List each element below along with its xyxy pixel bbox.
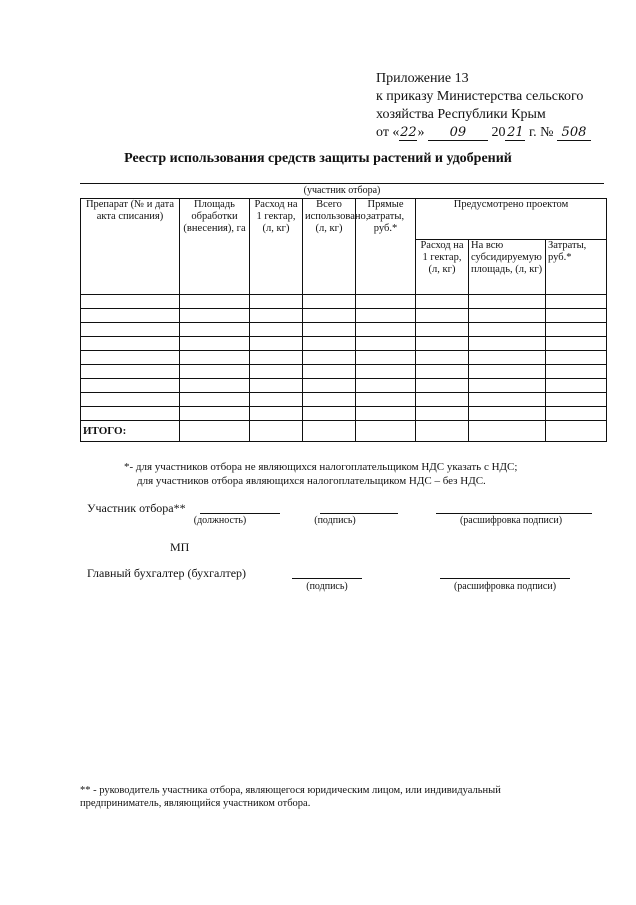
participant-line: [80, 183, 604, 184]
vat-footnote: [124, 460, 517, 488]
accountant-signature-caption: (подпись): [306, 581, 348, 592]
table-row: [81, 351, 607, 365]
stamp-label: МП: [170, 540, 190, 554]
date-month: 09: [428, 126, 488, 141]
appendix-date-line: [376, 124, 591, 142]
total-label: ИТОГО:: [81, 421, 180, 442]
position-caption: (должность): [193, 515, 247, 526]
position-line: [200, 513, 280, 514]
appendix-title: Приложение 13: [376, 71, 469, 86]
appendix-ministry-line: хозяйства Республики Крым: [376, 107, 546, 122]
participant-signature-label: Участник отбора**: [87, 501, 186, 515]
date-year-suffix: 21: [507, 125, 524, 140]
header-project: Предусмотрено проектом: [416, 199, 607, 240]
table-row: [81, 337, 607, 351]
register-table: [80, 198, 607, 442]
header-rate: Расход на 1 гектар, (л, кг): [250, 199, 303, 295]
signature-caption: (подпись): [314, 515, 356, 526]
table-row: [81, 365, 607, 379]
header-total-used: Всего использовано, (л, кг): [303, 199, 356, 295]
header-drug: Препарат (№ и дата акта списания): [81, 199, 180, 295]
total-row: [81, 421, 607, 442]
document-title: Реестр использования средств защиты растений и удобрений: [124, 151, 512, 166]
decoding-caption: (расшифровка подписи): [459, 515, 563, 526]
table-row: [81, 295, 607, 309]
header-area: Площадь обработки (внесения), га: [180, 199, 250, 295]
appendix-block: [376, 70, 591, 142]
bottom-footnote: ** - руководитель участника отбора, являющегося юридическим лицом, или индивидуальный предприниматель, являющийся участником отбора.: [80, 785, 501, 809]
header-project-rate: Расход на 1 гектар, (л, кг): [416, 240, 469, 295]
table-row: [81, 309, 607, 323]
date-day: 22: [400, 125, 417, 140]
accountant-signature-line: [292, 578, 362, 579]
vat-footnote-line1: *- для участников отбора не являющихся налогоплательщиком НДС указать с НДС;: [124, 461, 518, 473]
date-year-label: г. №: [525, 125, 554, 140]
decoding-line: [436, 513, 592, 514]
table-row: [81, 379, 607, 393]
date-prefix: от «: [376, 125, 400, 140]
date-year-prefix: 20: [491, 125, 506, 140]
vat-footnote-line2: для участников отбора являющихся налогоплательщиком НДС – без НДС.: [137, 475, 486, 487]
date-sep: »: [417, 125, 425, 140]
table-row: [81, 407, 607, 421]
accountant-label: Главный бухгалтер (бухгалтер): [87, 566, 247, 580]
table-row: [81, 323, 607, 337]
header-project-total: На всю субсидируемую площадь, (л, кг): [469, 240, 546, 295]
signature-line: [320, 513, 398, 514]
participant-caption: (участник отбора): [303, 185, 381, 196]
header-direct-costs: Прямые затраты, руб.*: [356, 199, 416, 295]
accountant-decoding-line: [440, 578, 570, 579]
table-row: [81, 393, 607, 407]
header-project-costs: Затраты, руб.*: [546, 240, 607, 295]
order-number: 508: [557, 126, 591, 141]
accountant-decoding-caption: (расшифровка подписи): [453, 581, 557, 592]
appendix-order-line: к приказу Министерства сельского: [376, 89, 584, 104]
